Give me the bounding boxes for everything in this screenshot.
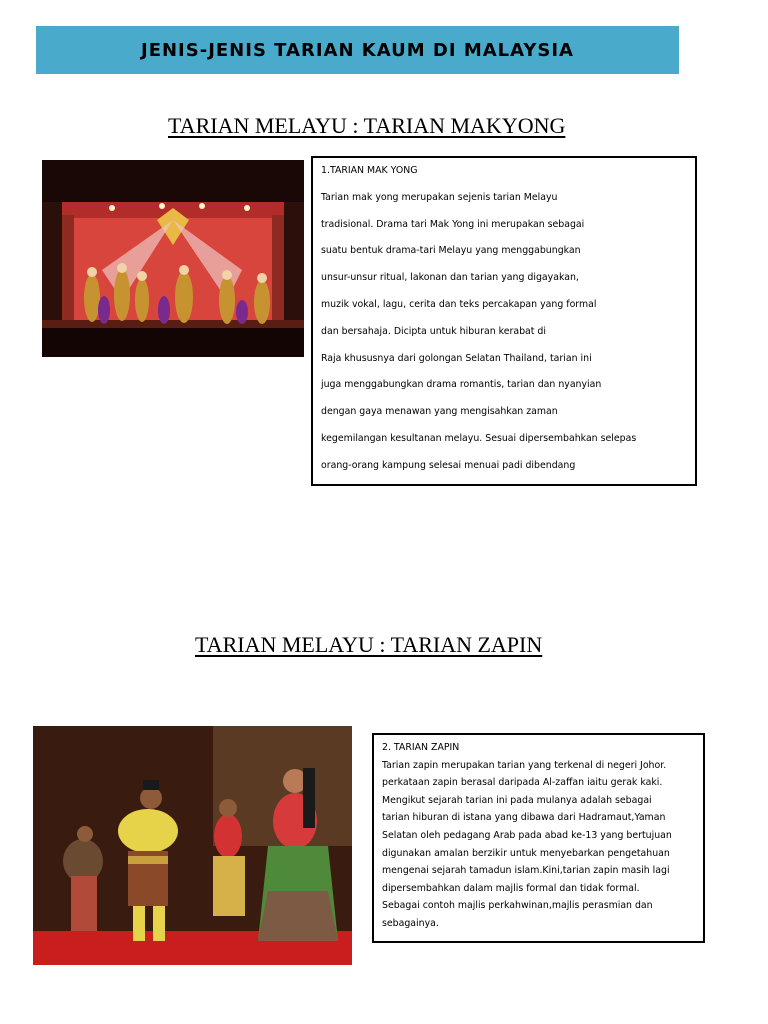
makyong-line: muzik vokal, lagu, cerita dan teks percakapan yang formal <box>321 298 597 310</box>
makyong-description-box <box>311 156 697 486</box>
makyong-line: kegemilangan kesultanan melayu. Sesuai dipersembahkan selepas <box>321 432 637 444</box>
makyong-line: orang-orang kampung selesai menuai padi dibendang <box>321 459 576 471</box>
zapin-line: Mengikut sejarah tarian ini pada mulanya adalah sebagai <box>382 794 652 806</box>
makyong-line: 1.TARIAN MAK YONG <box>321 165 418 176</box>
zapin-line: perkataan zapin berasal daripada Al-zaffan iaitu gerak kaki. <box>382 777 663 789</box>
makyong-line: juga menggabungkan drama romantis, tarian dan nyanyian <box>321 379 602 391</box>
zapin-line: tarian hiburan di istana yang dibawa dari Hadramaut,Yaman <box>382 812 666 824</box>
zapin-line: Tarian zapin merupakan tarian yang terkenal di negeri Johor. <box>382 759 667 771</box>
zapin-line: 2. TARIAN ZAPIN <box>382 742 460 753</box>
zapin-description-box <box>372 733 705 943</box>
makyong-line: Raja khususnya dari golongan Selatan Thailand, tarian ini <box>321 352 592 364</box>
makyong-line: unsur-unsur ritual, lakonan dan tarian yang digayakan, <box>321 272 579 284</box>
makyong-line: Tarian mak yong merupakan sejenis tarian Melayu <box>321 191 558 203</box>
zapin-line: sebagainya. <box>382 917 439 929</box>
makyong-photo <box>42 160 304 357</box>
title-banner <box>36 26 679 74</box>
makyong-line: suatu bentuk drama-tari Melayu yang menggabungkan <box>321 245 581 257</box>
section-heading-makyong: TARIAN MELAYU : TARIAN MAKYONG <box>168 113 566 138</box>
section-heading-zapin: TARIAN MELAYU : TARIAN ZAPIN <box>195 632 543 657</box>
zapin-line: Sebagai contoh majlis perkahwinan,majlis perasmian dan <box>382 900 653 912</box>
makyong-line: dengan gaya menawan yang mengisahkan zaman <box>321 406 558 418</box>
zapin-line: Selatan oleh pedagang Arab pada abad ke-13 yang bertujuan <box>382 829 672 841</box>
banner-title: JENIS-JENIS TARIAN KAUM DI MALAYSIA <box>141 39 574 61</box>
zapin-line: mengenai sejarah tamadun islam.Kini,tarian zapin masih lagi <box>382 865 670 877</box>
zapin-line: digunakan amalan berzikir untuk menyebarkan pengetahuan <box>382 847 670 859</box>
zapin-line: dipersembahkan dalam majlis formal dan tidak formal. <box>382 882 640 894</box>
makyong-line: tradisional. Drama tari Mak Yong ini merupakan sebagai <box>321 218 585 230</box>
zapin-photo <box>33 726 352 965</box>
makyong-line: dan bersahaja. Dicipta untuk hiburan kerabat di <box>321 325 546 337</box>
